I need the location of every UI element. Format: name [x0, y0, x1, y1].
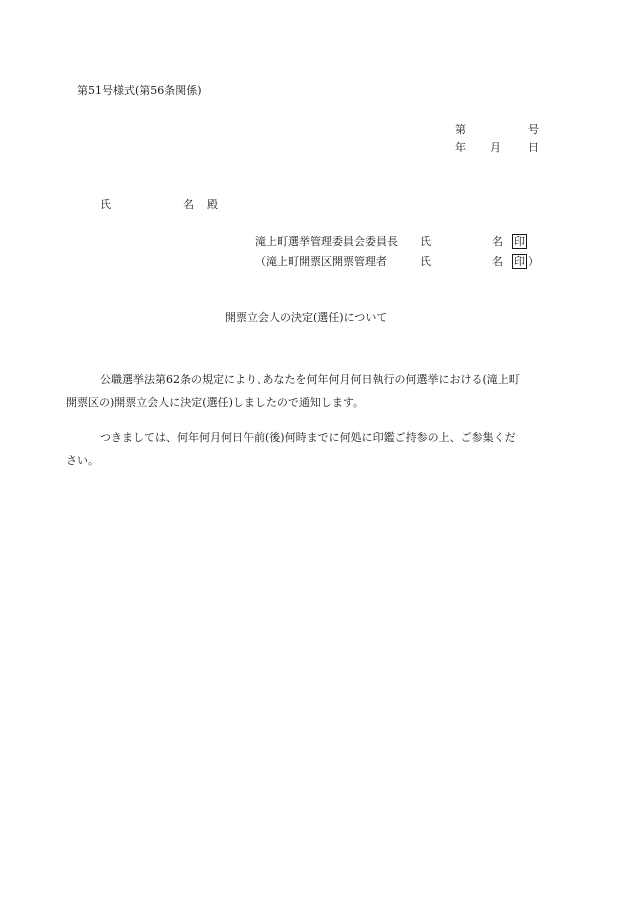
addressee-shi: 氏 — [100, 198, 111, 211]
date-month: 月 — [490, 141, 501, 154]
date-year: 年 — [455, 141, 466, 154]
body-paragraph-2 — [66, 430, 556, 469]
alt-seal-stamp-box: 印 — [514, 255, 525, 268]
form-label: 第51号様式(第56条関係) — [77, 84, 202, 97]
body-paragraph-1 — [66, 372, 556, 411]
seal-stamp-box: 印 — [514, 235, 525, 248]
sender-shi: 氏 — [420, 235, 431, 248]
body-paragraph-1-line-1: 公職選挙法第62条の規定により､あなたを何年何月何日執行の何選挙における(滝上町 — [100, 373, 520, 386]
body-paragraph-2-line-1: つきましては、何年何月何日午前(後)何時までに何処に印鑑ご持参の上、ご参集くだ — [100, 431, 516, 444]
date-day: 日 — [528, 141, 539, 154]
sender-title: 滝上町選挙管理委員会委員長 — [255, 235, 398, 248]
addressee-dono: 殿 — [207, 198, 218, 211]
document-number-prefix: 第 — [455, 123, 466, 136]
alt-sender-shi: 氏 — [420, 255, 431, 268]
addressee-mei: 名 — [183, 198, 194, 211]
alt-seal-stamp — [511, 254, 539, 270]
seal-stamp — [511, 234, 528, 250]
sender-mei: 名 — [492, 235, 503, 248]
alt-sender-title: （滝上町開票区開票管理者 — [255, 255, 387, 268]
body-paragraph-1-line-2: 開票区の)開票立会人に決定(選任)しましたので通知します。 — [66, 396, 364, 409]
alt-sender-mei: 名 — [492, 255, 503, 268]
body-paragraph-2-line-2: さい。 — [66, 454, 99, 467]
document-subject: 開票立会人の決定(選任)について — [225, 311, 388, 324]
alt-sender-close-paren: ） — [528, 255, 539, 268]
document-number-suffix: 号 — [528, 123, 539, 136]
